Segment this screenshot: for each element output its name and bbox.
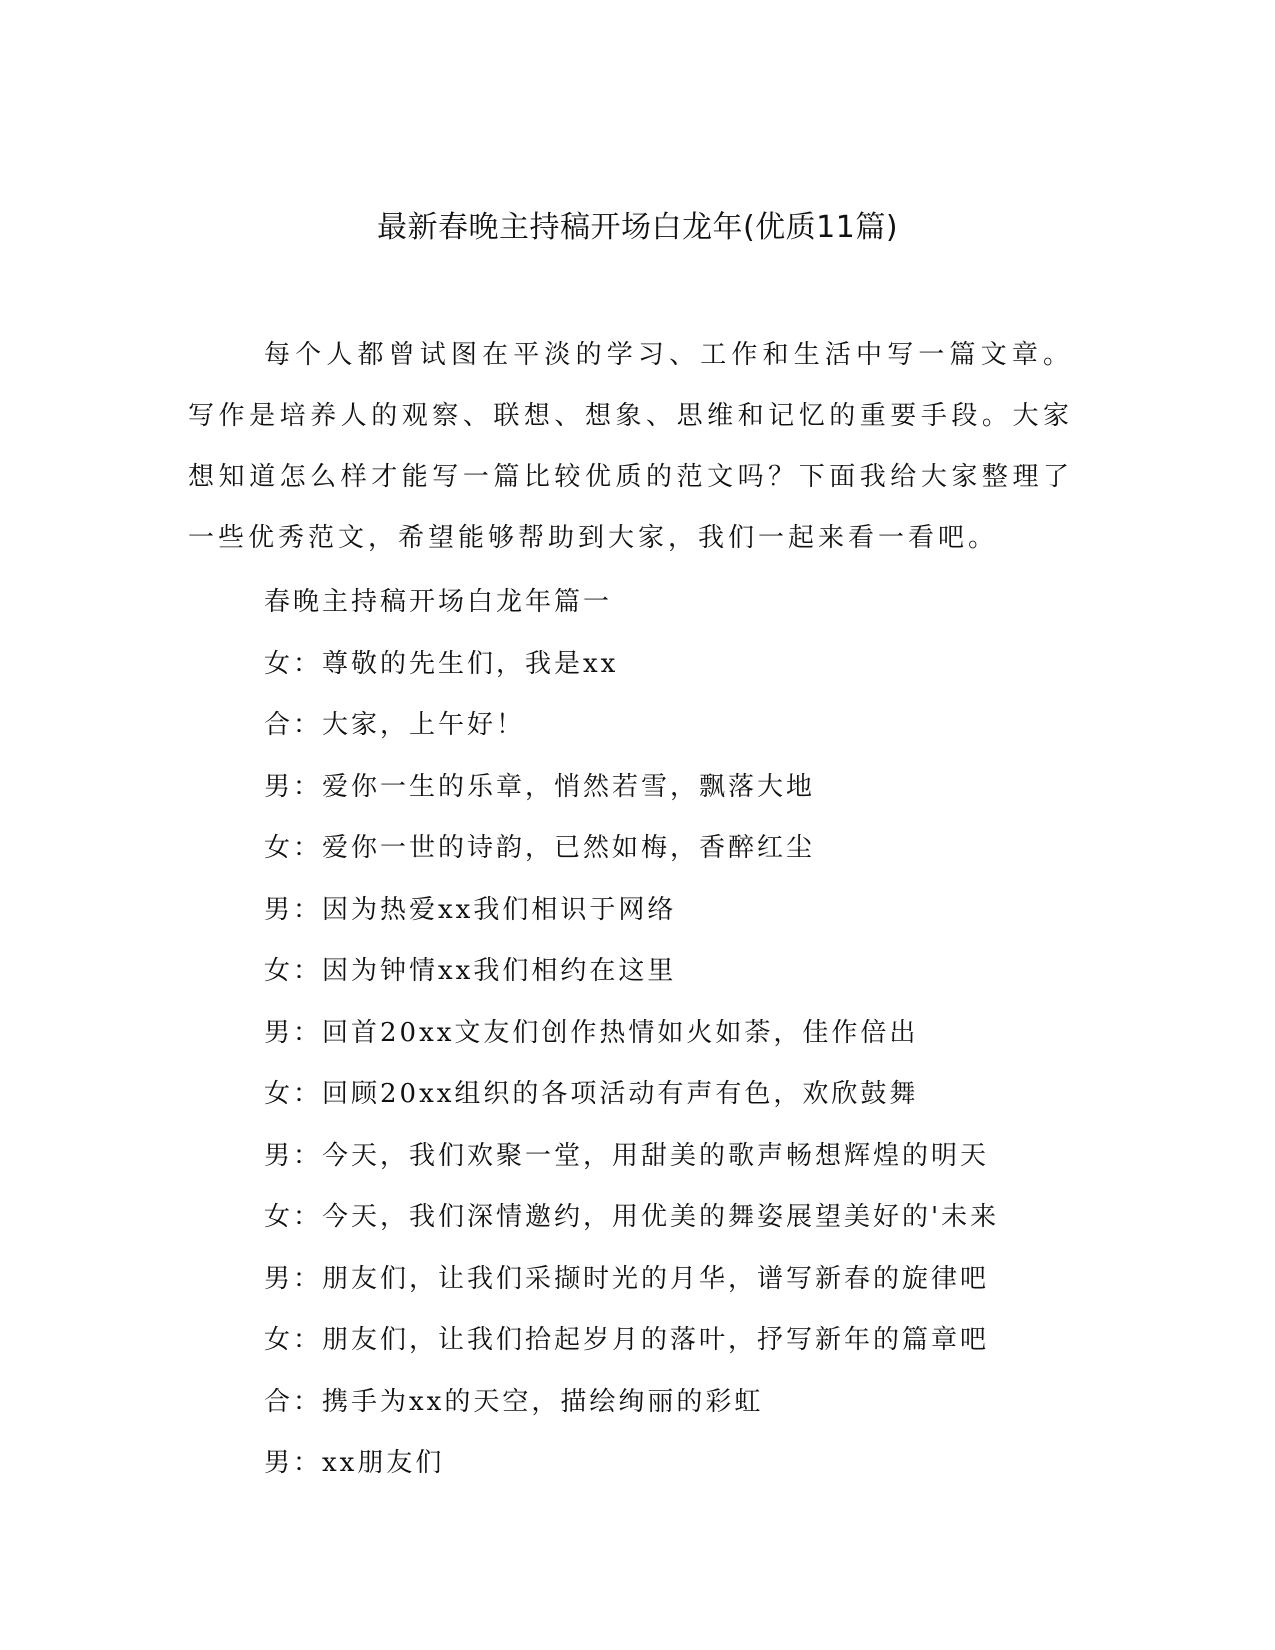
script-line: 男：回首20xx文友们创作热情如火如荼，佳作倍出 — [264, 1017, 919, 1048]
script-line: 合：携手为xx的天空，描绘绚丽的彩虹 — [264, 1386, 764, 1417]
script-line: 女：尊敬的先生们，我是xx — [264, 648, 619, 679]
script-line: 女：回顾20xx组织的各项活动有声有色，欢欣鼓舞 — [264, 1079, 919, 1109]
script-line: 男：朋友们，让我们采撷时光的月华，谱写新春的旋律吧 — [264, 1263, 990, 1294]
script-line: 女：因为钟情xx我们相约在这里 — [264, 956, 677, 986]
script-line: 女：爱你一世的诗韵，已然如梅，香醉红尘 — [264, 833, 816, 863]
document-title: 最新春晚主持稿开场白龙年(优质11篇) — [376, 210, 899, 245]
script-lines — [264, 572, 1064, 1495]
section-heading: 春晚主持稿开场白龙年篇一 — [264, 587, 613, 617]
intro-paragraph: 每个人都曾试图在平淡的学习、工作和生活中写一篇文章。写作是培养人的观察、联想、想象、思维和记忆的重要手段。大家想知道怎么样才能写一篇比较优质的范文吗？下面我给大家整理了一些优秀范文，希望能够帮助到大家，我们一起来看一看吧。 — [188, 340, 1073, 553]
script-line: 男：爱你一生的乐章，悄然若雪，飘落大地 — [264, 771, 816, 802]
script-line: 女：今天，我们深情邀约，用优美的舞姿展望美好的'未来 — [264, 1202, 1000, 1232]
script-line: 男：因为热爱xx我们相识于网络 — [264, 894, 677, 925]
script-line: 女：朋友们，让我们拾起岁月的落叶，抒写新年的篇章吧 — [264, 1325, 990, 1355]
script-line: 男：今天，我们欢聚一堂，用甜美的歌声畅想辉煌的明天 — [264, 1140, 990, 1171]
script-line: 合：大家，上午好！ — [264, 710, 526, 740]
script-line: 男：xx朋友们 — [264, 1448, 445, 1478]
